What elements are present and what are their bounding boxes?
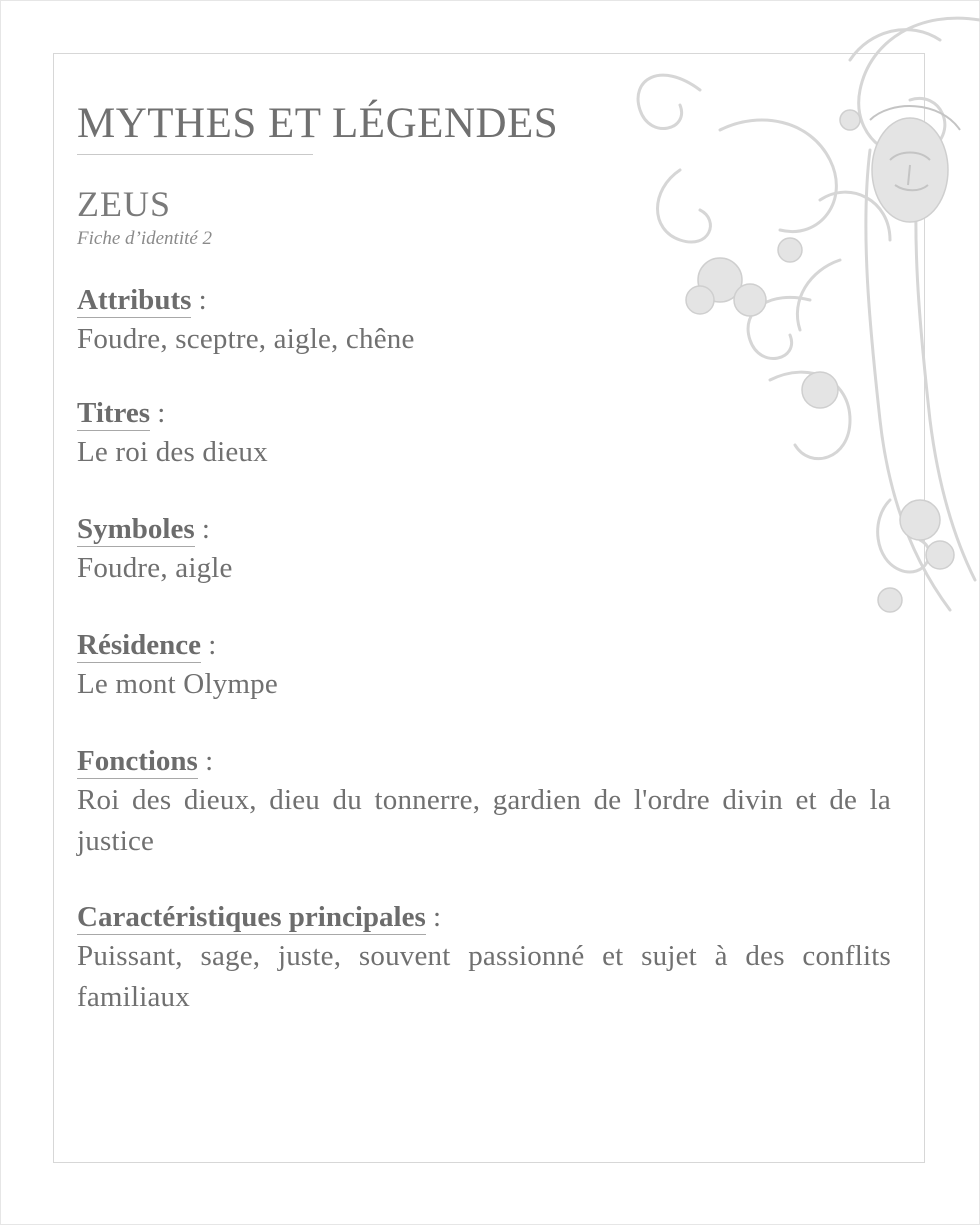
field-value: Le mont Olympe [77,668,278,700]
card-content [77,96,891,1018]
field-colon: : [194,513,210,545]
field-colon: : [425,901,442,933]
field-value: Roi des dieux, dieu du tonnerre, gardien de l'ordre divin et de la justice [77,784,891,857]
field-residence [77,626,891,705]
title-underline [77,154,313,155]
field-fonctions [77,742,891,862]
field-label: Titres [77,397,151,429]
field-colon: : [197,745,214,777]
field-value: Foudre, aigle [77,552,233,584]
field-symboles [77,510,891,589]
field-label: Caractéristiques principales [77,901,426,933]
field-label: Symboles [77,513,195,545]
field-label: Fonctions [77,745,198,777]
field-colon: : [191,284,207,316]
field-titres [77,394,891,473]
field-value: Le roi des dieux [77,436,268,468]
field-label: Attributs [77,284,192,316]
field-colon: : [150,397,166,429]
field-attributs [77,281,891,360]
god-name: ZEUS [77,184,171,224]
card-subtitle: Fiche d’identité 2 [77,228,213,249]
page-title: MYTHES ET LÉGENDES [77,100,559,147]
field-caracteristiques [77,898,891,1018]
field-label: Résidence [77,629,202,661]
field-value: Puissant, sage, juste, souvent passionné et sujet à des conflits familiaux [77,940,891,1013]
field-colon: : [201,629,217,661]
field-value: Foudre, sceptre, aigle, chêne [77,323,415,355]
